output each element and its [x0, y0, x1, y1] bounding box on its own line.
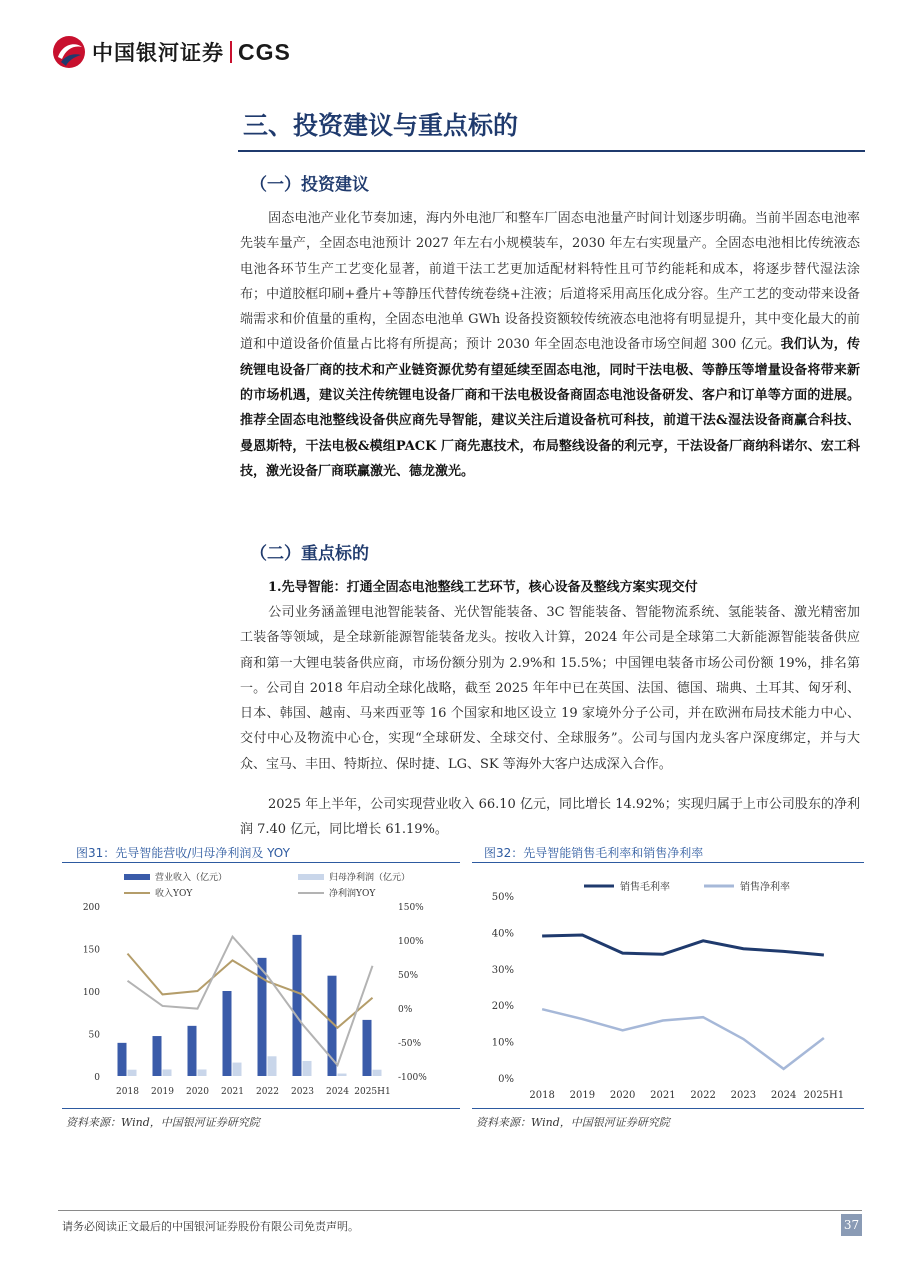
fig31-revenue-bar [223, 991, 232, 1076]
fig31-left-tick: 50 [88, 1030, 100, 1041]
fig31-chart [62, 866, 460, 1106]
fig31-profit-bar [163, 1069, 172, 1076]
fig32-title: 图32：先导智能销售毛利率和销售净利率 [484, 846, 704, 860]
fig31-legend-label: 收入YOY [155, 889, 193, 899]
page-number: 37 [841, 1214, 862, 1236]
header-logo [52, 32, 291, 72]
fig32-x-tick: 2023 [730, 1090, 757, 1101]
fig32-y-tick: 0% [498, 1074, 514, 1085]
h1-results-text: 2025 年上半年，公司实现营业收入 66.10 亿元，同比增长 14.92%；实现归属于上市公司股东的净利润 7.40 亿元，同比增长 61.19%。 [240, 797, 860, 838]
fig31-right-tick: 100% [398, 937, 424, 947]
footer-disclaimer: 请务必阅读正文最后的中国银河证券股份有限公司免责声明。 [62, 1220, 359, 1233]
fig32-bottom-rule [472, 1108, 864, 1109]
logo-en-text: CGS [238, 38, 291, 65]
fig32-x-tick: 2025H1 [803, 1090, 845, 1101]
advice-bold-text: 我们认为，传统锂电设备厂商的技术和产业链资源优势有望延续至固态电池，同时干法电极、等静压等增量设备将带来新的市场机遇，建议关注传统锂电设备厂商和干法电极设备商固态电池设备研发、客户和订单等方面的进展。推荐全固态电池整线设备供应商先导智能，建议关注后道设备杭可科技，前道干法&湿法设备商赢合科技、曼恩斯特，干法电极&模组PACK 厂商先惠技术，布局整线设备的利元亨，干法设备厂商纳科诺尔、宏工科技，激光设备厂商联赢激光、德龙激光。 [240, 337, 860, 479]
fig31-x-tick: 2025H1 [354, 1087, 391, 1097]
fig32-x-tick: 2021 [650, 1090, 676, 1101]
fig32-legend-label: 销售毛利率 [620, 882, 670, 893]
fig31-bottom-rule [62, 1108, 460, 1109]
fig31-right-tick: 150% [398, 903, 424, 913]
fig32-x-tick: 2024 [770, 1090, 797, 1101]
fig32-x-tick: 2020 [609, 1090, 636, 1101]
fig32-y-tick: 50% [491, 892, 514, 903]
fig31-left-tick: 100 [82, 988, 100, 998]
h1-results-paragraph [240, 792, 860, 843]
fig32-legend-label: 销售净利率 [740, 882, 790, 893]
fig31-profit-bar [338, 1074, 347, 1076]
fig31-x-tick: 2020 [186, 1087, 209, 1097]
fig31-profit-bar [268, 1056, 277, 1076]
fig31-profit-bar [233, 1063, 242, 1076]
fig31-revenue-bar [188, 1026, 197, 1076]
fig31-legend-label: 营业收入（亿元） [155, 873, 228, 883]
fig31-profit-bar [373, 1070, 382, 1076]
fig31-x-tick: 2018 [116, 1087, 139, 1097]
fig32-x-tick: 2018 [529, 1090, 555, 1101]
fig31-x-tick: 2021 [221, 1087, 244, 1097]
fig32-chart [472, 866, 864, 1106]
fig32-top-rule [472, 862, 864, 863]
fig31-x-tick: 2019 [151, 1087, 174, 1097]
cgs-logo-icon [52, 35, 86, 69]
fig31-revenue-bar [363, 1020, 372, 1076]
section-rule [238, 150, 865, 152]
fig31-right-tick: -100% [398, 1073, 427, 1083]
fig31-right-tick: 50% [398, 971, 419, 981]
fig32-gross-margin-line [542, 935, 824, 955]
section-title: 三、投资建议与重点标的 [243, 111, 519, 140]
subsection-title-2: （二）重点标的 [250, 544, 369, 564]
fig31-legend-label: 净利润YOY [329, 889, 376, 899]
fig32-y-tick: 40% [491, 928, 514, 940]
fig32-source: 资料来源：Wind，中国银河证券研究院 [476, 1116, 670, 1129]
fig31-profit-bar [303, 1061, 312, 1076]
fig31-left-tick: 150 [82, 945, 100, 956]
fig31-legend-swatch [124, 874, 150, 880]
fig32-y-tick: 30% [491, 964, 514, 976]
fig31-profit-bar [198, 1069, 207, 1076]
fig31-left-tick: 0 [94, 1073, 100, 1083]
fig31-legend-label: 归母净利润（亿元） [329, 873, 411, 883]
fig32-y-tick: 20% [491, 1001, 514, 1013]
company-intro-paragraph [240, 600, 860, 777]
fig31-x-tick: 2022 [256, 1087, 279, 1097]
logo-separator [230, 41, 232, 63]
fig31-left-tick: 200 [82, 903, 100, 913]
fig31-right-tick: 0% [398, 1005, 413, 1015]
fig31-x-tick: 2024 [326, 1087, 349, 1097]
fig31-revenue-bar [293, 935, 302, 1076]
subsection-title-1: （一）投资建议 [250, 175, 369, 195]
fig32-x-tick: 2022 [690, 1090, 716, 1101]
fig31-title: 图31：先导智能营收/归母净利润及 YOY [76, 846, 290, 860]
fig32-x-tick: 2019 [569, 1090, 596, 1101]
footer-rule [58, 1210, 862, 1211]
fig31-revenue-bar [153, 1036, 162, 1076]
advice-normal-text: 固态电池产业化节奏加速，海内外电池厂和整车厂固态电池量产时间计划逐步明确。当前半固态电池率先装车量产，全固态电池预计 2027 年左右小规模装车，2030 年左右实现量产。全固态电池相比传统液态电池各环节生产工艺变化显著，前道干法工艺更加适配材料特性且可节约能耗和成本，将逐步替代湿法涂布；中道胶框印刷+叠片+等静压代替传统卷绕+注液；后道将采用高压化成分容。生产工艺的变动带来设备端需求和价值量的重构，全固态电池单 GWh 设备投资额较传统液态电池将有明显提升，其中变化最大的前道和中道设备价值量占比将有所提高；预计 2030 年全固态电池设备市场空间超 300 亿元。 [240, 211, 860, 353]
logo-cn-text: 中国银河证券 [92, 41, 224, 65]
company-intro-text: 公司业务涵盖锂电池智能装备、光伏智能装备、3C 智能装备、智能物流系统、氢能装备、激光精密加工装备等领域，是全球新能源智能装备龙头。按收入计算，2024 年公司是全球第二大新能源智能装备供应商和第一大锂电装备供应商，市场份额分别为 2.9%和 15.5%；中国锂电装备市场公司份额 19%，排名第一。公司自 2018 年启动全球化战略，截至 2025 年年中已在英国、法国、德国、瑞典、土耳其、匈牙利、日本、韩国、越南、马来西亚等 16 个国家和地区设立 19 家境外分子公司，并在欧洲布局技术能力中心、交付中心及物流中心仓，实现“全球研发、全球交付、全球服务”。公司与国内龙头客户深度绑定，并与大众、宝马、丰田、特斯拉、保时捷、LG、SK 等海外大客户达成深入合作。 [240, 605, 860, 772]
stock-item-heading: 1.先导智能：打通全固态电池整线工艺环节，核心设备及整线方案实现交付 [268, 580, 698, 595]
fig32-net-margin-line [542, 1009, 824, 1069]
fig31-profit-bar [128, 1070, 137, 1076]
fig31-right-tick: -50% [398, 1039, 422, 1049]
fig32-y-tick: 10% [491, 1037, 514, 1049]
fig31-source: 资料来源：Wind，中国银河证券研究院 [66, 1116, 260, 1129]
fig31-x-tick: 2023 [291, 1087, 314, 1097]
fig31-top-rule [62, 862, 460, 863]
fig31-revenue-bar [118, 1043, 127, 1076]
fig31-legend-swatch [298, 874, 324, 880]
investment-advice-paragraph [240, 206, 860, 484]
